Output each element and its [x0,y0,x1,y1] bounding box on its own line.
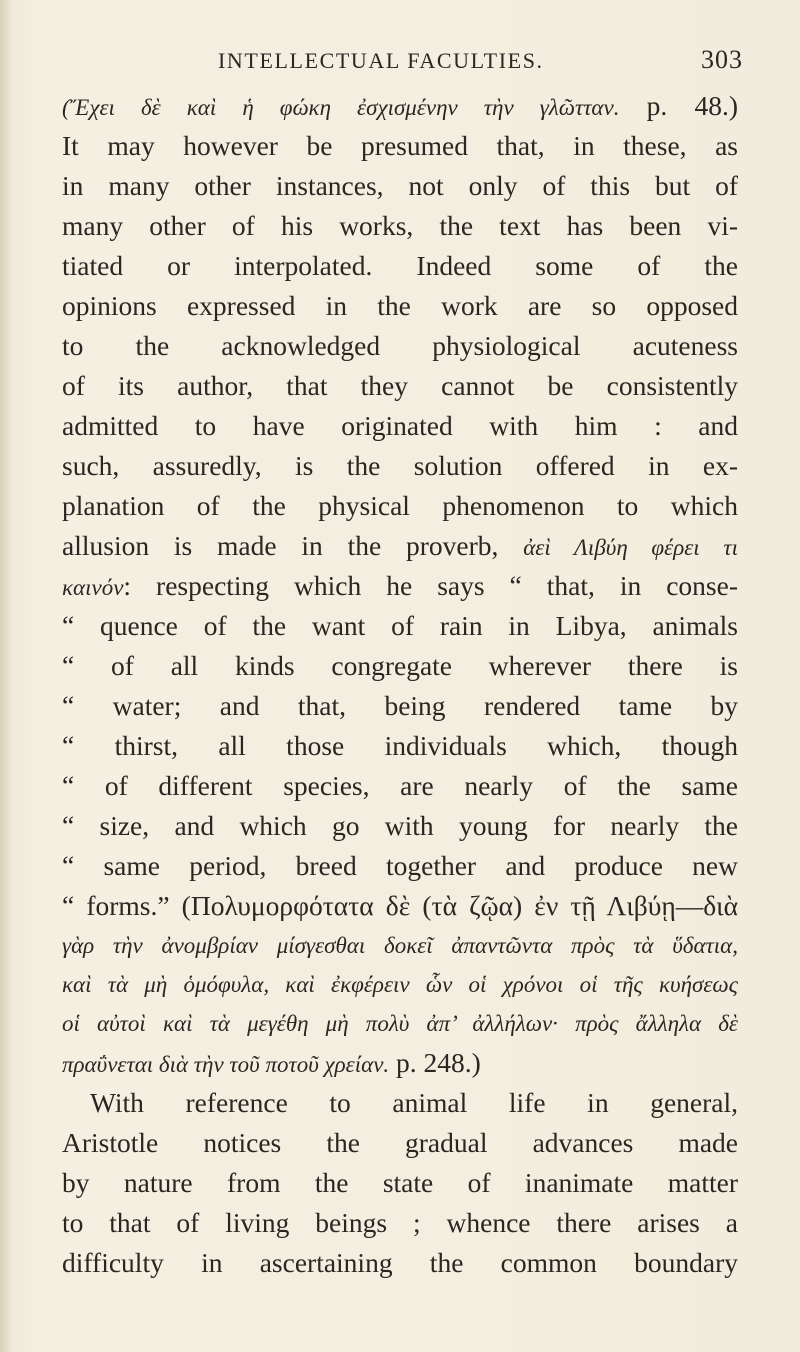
text-line: “ thirst, all those individuals which, though [62,730,738,761]
text-line: such, assuredly, is the solution offered in ex- [62,450,738,481]
text-line: admitted to have originated with him : and [62,410,738,441]
text-line: It may however be presumed that, in these, as [62,130,738,161]
greek-line: γὰρ τὴν ἀνομβρίαν μίσγεσθαι δοκεῖ ἀπαντῶντα πρὸς τὰ ὕδατια, [62,933,738,958]
text-line: to the acknowledged physiological acuteness [62,330,738,361]
binding-shadow [0,0,12,1352]
greek-line: οἱ αὐτοὶ καὶ τὰ μεγέθη μὴ πολὺ ἀπ’ ἀλλήλων· πρὸς ἄλληλα δὲ [62,1011,738,1036]
text-line: Aristotle notices the gradual advances made [62,1127,738,1158]
text-line [62,1043,738,1083]
text-line: tiated or interpolated. Indeed some of the [62,250,738,281]
text-line: “ water; and that, being rendered tame by [62,690,738,721]
text-segment: allusion is made in the proverb, [62,530,524,561]
text-line: “ same period, breed together and produce new [62,850,738,881]
text-line: in many other instances, not only of this but of [62,170,738,201]
greek-quotation-end: πραΰνεται διὰ τὴν τοῦ ποτοῦ χρείαν. [62,1052,390,1077]
running-title: INTELLECTUAL FACULTIES. [218,48,544,73]
greek-proverb: ἀεὶ Λιβύη φέρει τι [523,535,738,560]
text-line: “ of all kinds congregate wherever there is [62,650,738,681]
text-line: With reference to animal life in general, [90,1087,738,1118]
text-line: many other of his works, the text has been vi- [62,210,738,241]
text-line: of its author, that they cannot be consistently [62,370,738,401]
page-number: 303 [701,45,743,74]
text-line: difficulty in ascertaining the common boundary [62,1247,738,1278]
text-line: planation of the physical phenomenon to which [62,490,738,521]
greek-proverb-end: καινόν [62,575,124,600]
text-line: by nature from the state of inanimate matter [62,1167,738,1198]
text-line [62,566,738,606]
text-segment: : respecting which he says “ that, in conse- [123,570,738,601]
body-text [62,86,738,1283]
text-line: “ forms.” (Πολυμορφότατα δὲ (τὰ ζῷα) ἐν τῇ Λιβύῃ—διὰ [62,890,738,921]
page-reference: p. 248.) [389,1047,481,1078]
text-line [62,86,738,126]
text-line: opinions expressed in the work are so opposed [62,290,738,321]
text-line: “ size, and which go with young for nearly the [62,810,738,841]
text-line: “ quence of the want of rain in Libya, animals [62,610,738,641]
page-reference: p. 48.) [619,90,738,121]
text-line: “ of different species, are nearly of the same [62,770,738,801]
text-line: to that of living beings ; whence there arises a [62,1207,738,1238]
greek-quotation: (Ἔχει δὲ καὶ ἡ φώκη ἐσχισμένην τὴν γλῶτταν. [62,95,620,120]
greek-line: καὶ τὰ μὴ ὁμόφυλα, καὶ ἐκφέρειν ὧν οἱ χρόνοι οἱ τῆς κυήσεως [62,972,738,997]
text-line [62,526,738,566]
